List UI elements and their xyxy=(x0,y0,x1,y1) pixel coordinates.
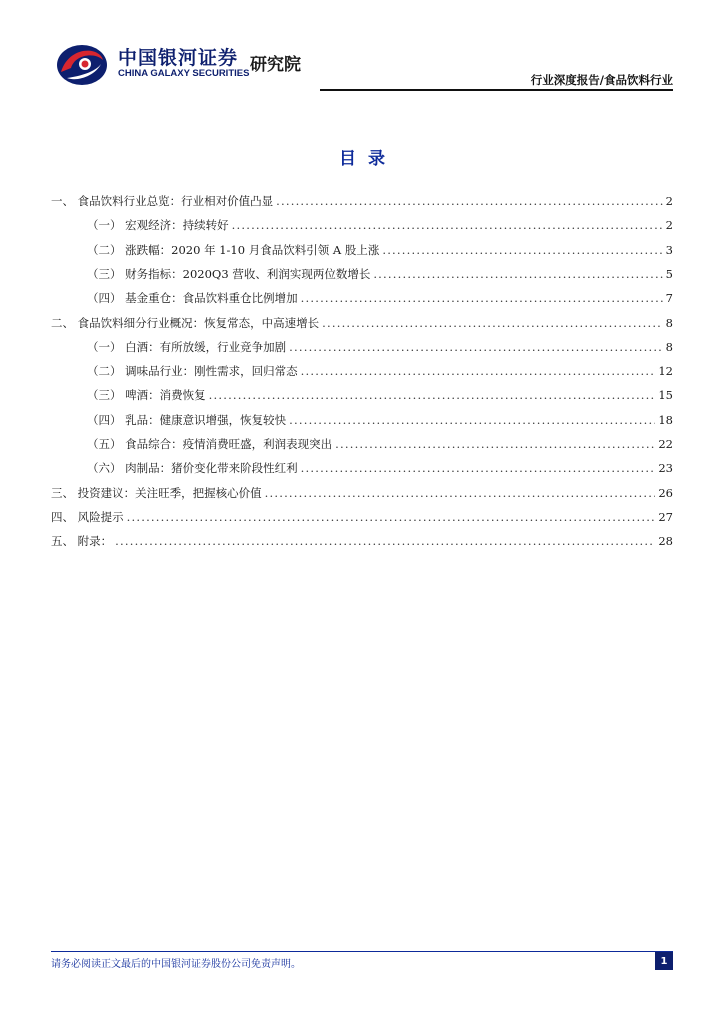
toc-entry[interactable] xyxy=(87,358,673,378)
toc-leader-dots xyxy=(232,218,663,232)
toc-leader-dots xyxy=(373,267,662,281)
toc-entry-label: （一） 白酒：有所放缓，行业竞争加剧 xyxy=(87,339,287,354)
toc-entry-label: （二） 调味品行业：刚性需求，回归常态 xyxy=(87,364,298,379)
toc-leader-dots xyxy=(265,486,656,500)
toc-entry-label: （四） 乳品：健康意识增强，恢复较快 xyxy=(87,412,287,427)
brand-name-en: CHINA GALAXY SECURITIES xyxy=(118,68,250,79)
toc-entry[interactable] xyxy=(87,455,673,475)
toc-entry-page: 5 xyxy=(665,266,673,281)
toc-leader-dots xyxy=(209,388,656,402)
toc-leader-dots xyxy=(301,291,663,305)
toc-leader-dots xyxy=(127,510,656,524)
toc-entry-page: 18 xyxy=(658,412,673,427)
toc-entry[interactable] xyxy=(51,504,673,524)
toc-entry-page: 27 xyxy=(658,509,673,524)
page-number: 1 xyxy=(655,952,673,970)
toc-entry-page: 8 xyxy=(665,315,673,330)
toc-entry-label: （一） 宏观经济：持续转好 xyxy=(87,218,229,233)
toc-entry-label: 二、 食品饮料细分行业概况：恢复常态，中高速增长 xyxy=(51,315,320,330)
footer-divider xyxy=(51,951,673,952)
toc-entry-label: （五） 食品综合：疫情消费旺盛，利润表现突出 xyxy=(87,437,333,451)
disclaimer-note: 请务必阅读正文最后的中国银河证券股份公司免责声明。 xyxy=(51,959,301,970)
toc-entry-page: 3 xyxy=(665,242,673,257)
toc-entry-label: （三） 财务指标：2020Q3 营收、利润实现两位数增长 xyxy=(87,266,371,281)
toc-entry[interactable] xyxy=(87,382,673,402)
galaxy-logo-icon xyxy=(55,42,109,88)
toc-entry-page: 26 xyxy=(658,485,673,500)
toc-entry-label: （二） 涨跌幅：2020 年 1-10 月食品饮料引领 A 股上涨 xyxy=(87,242,380,257)
toc-leader-dots xyxy=(335,437,655,451)
toc-entry-page: 2 xyxy=(665,218,673,233)
toc-entry-page: 15 xyxy=(658,388,673,403)
toc-leader-dots xyxy=(276,194,663,208)
brand-name-cn: 中国银河证券 xyxy=(118,47,239,69)
toc-entry[interactable] xyxy=(87,334,673,354)
toc-leader-dots xyxy=(289,413,655,427)
toc-leader-dots xyxy=(301,364,656,378)
report-type-label: 行业深度报告/食品饮料行业 xyxy=(530,73,673,87)
header-divider xyxy=(320,89,673,91)
toc-entry[interactable] xyxy=(87,261,673,281)
toc-entry-label: 五、 附录： xyxy=(51,534,113,549)
toc-entry[interactable] xyxy=(51,188,673,208)
toc-leader-dots xyxy=(301,461,656,475)
toc-entry[interactable] xyxy=(87,285,673,305)
page-header xyxy=(0,0,724,92)
toc-entry-label: （四） 基金重仓：食品饮料重仓比例增加 xyxy=(87,291,298,306)
toc-entry-label: 四、 风险提示 xyxy=(51,509,124,524)
toc-entry[interactable] xyxy=(51,480,673,500)
toc-entry-label: 三、 投资建议：关注旺季，把握核心价值 xyxy=(51,485,262,500)
toc-entry-page: 22 xyxy=(658,437,673,451)
toc-title: 目录 xyxy=(339,149,397,169)
toc-leader-dots xyxy=(322,316,663,330)
toc-entry-label: （三） 啤酒：消费恢复 xyxy=(87,388,206,403)
toc-entry-label: （六） 肉制品：猪价变化带来阶段性红利 xyxy=(87,461,298,476)
toc-leader-dots xyxy=(115,534,655,548)
toc-entry[interactable] xyxy=(87,407,673,427)
toc-entry-page: 12 xyxy=(658,364,673,379)
toc-entry-label: 一、 食品饮料行业总览：行业相对价值凸显 xyxy=(51,194,274,208)
toc-entry[interactable] xyxy=(51,310,673,330)
toc-entry-page: 8 xyxy=(665,339,673,354)
toc-entry[interactable] xyxy=(51,528,673,548)
toc-leader-dots xyxy=(289,340,663,354)
toc-leader-dots xyxy=(382,243,662,257)
toc-entry[interactable] xyxy=(87,431,673,451)
toc-entry-page: 7 xyxy=(665,291,673,306)
toc-entry-page: 28 xyxy=(658,534,673,549)
toc-entry-page: 2 xyxy=(665,194,673,208)
toc-entry[interactable] xyxy=(87,212,673,232)
institute-label: 研究院 xyxy=(250,55,301,75)
toc-entry-page: 23 xyxy=(658,461,673,476)
toc-entry[interactable] xyxy=(87,237,673,257)
